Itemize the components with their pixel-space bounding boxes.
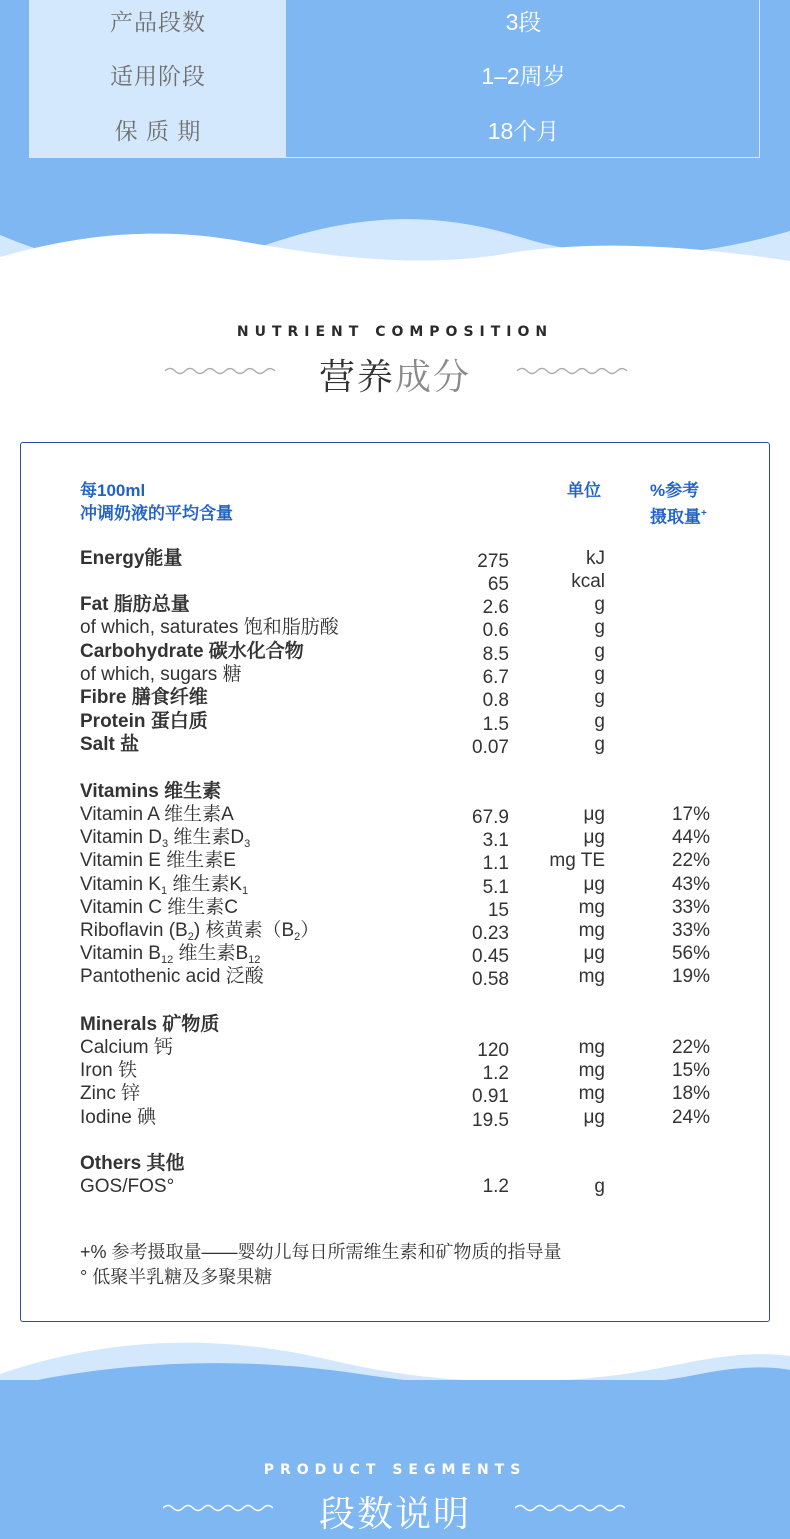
nutrient-value: 0.8: [482, 690, 509, 712]
subscript: 1: [160, 884, 168, 897]
heading-cn-dark: 营养: [318, 356, 395, 397]
name-part: ）: [300, 920, 320, 941]
nutrient-name: Fat 脂肪总量: [80, 594, 190, 615]
nutrient-name: Vitamin E 维生素E: [80, 850, 236, 872]
nutrient-unit: mg: [578, 896, 605, 918]
nutrient-name: Pantothenic acid 泛酸: [80, 966, 264, 988]
vitamin-row: [21, 873, 771, 896]
nutrient-value: 8.5: [482, 643, 509, 665]
section-title: Others 其他: [80, 1153, 185, 1174]
nutrient-value: 275: [477, 551, 509, 572]
spec-label: 适用阶段: [110, 63, 206, 89]
subscript: 12: [160, 954, 174, 967]
nutrient-ri-percent: 17%: [671, 804, 710, 825]
vitamin-row: [21, 942, 771, 968]
nutrient-name: [80, 873, 248, 896]
mineral-row: [21, 1036, 771, 1059]
nutrient-unit: g: [594, 617, 605, 639]
subscript: 3: [244, 838, 251, 851]
nutrient-unit: g: [594, 640, 605, 662]
nutrient-unit: mg: [578, 966, 605, 988]
header-per-line2: 冲调奶液的平均含量: [80, 504, 233, 523]
nutrient-value: 0.23: [472, 923, 509, 944]
header-ri: [650, 479, 707, 529]
nutrient-unit: μg: [583, 1106, 605, 1128]
nutrient-row-energy-kcal: [21, 570, 771, 593]
nutrient-unit: μg: [583, 804, 605, 825]
nutrient-name: of which, sugars 糖: [80, 663, 242, 685]
nutrient-value: 19.5: [472, 1109, 509, 1131]
nutrient-ri-percent: 43%: [671, 873, 710, 895]
header-ri-line2: [650, 502, 707, 529]
nutrient-name: Vitamin C 维生素C: [80, 896, 239, 918]
nutrient-ri-percent: 33%: [671, 920, 710, 941]
nutrient-value: 67.9: [472, 807, 509, 828]
mineral-row: [21, 1059, 771, 1085]
nutrient-ri-percent: 56%: [671, 943, 710, 965]
nutrient-unit: μg: [583, 827, 605, 849]
section-title-vitamins: [21, 780, 771, 803]
nutrient-ri-percent: 15%: [671, 1060, 710, 1082]
section-title-others: [21, 1152, 771, 1175]
squiggle-right-white-icon: [515, 1501, 625, 1515]
spec-value: 3段: [505, 9, 542, 35]
nutrient-unit: mg: [578, 1037, 605, 1058]
nutrient-value: 5.1: [482, 876, 509, 898]
nutrient-value: 1.1: [482, 853, 509, 875]
nutrient-name: [80, 919, 319, 942]
section-title: Minerals 矿物质: [80, 1014, 220, 1035]
nutrient-name: GOS/FOS°: [80, 1176, 175, 1197]
nutrient-name: Zinc 锌: [80, 1083, 141, 1105]
nutrient-value: 2.6: [482, 597, 509, 618]
nutrient-unit: mg: [578, 1083, 605, 1105]
name-part: Vitamin B: [80, 943, 161, 965]
nutrient-name: Iodine 碘: [80, 1106, 157, 1128]
nutrient-heading-cn: [0, 349, 790, 400]
nutrient-unit: mg TE: [549, 850, 605, 872]
nutrient-ri-percent: 22%: [671, 1037, 710, 1058]
nutrient-unit: g: [594, 1176, 605, 1197]
nutrient-value: 3.1: [482, 830, 509, 852]
nutrient-value: 0.45: [472, 946, 509, 968]
name-part: Riboflavin (B: [80, 920, 188, 941]
product-spec-table: [29, 0, 760, 158]
subscript: 2: [187, 931, 194, 943]
nutrient-value: 0.07: [472, 736, 509, 758]
name-part: Vitamin K: [80, 873, 161, 895]
nutrient-name: Salt 盐: [80, 733, 140, 755]
nutrient-name: Calcium 钙: [80, 1037, 173, 1058]
spec-row-age: [30, 49, 761, 103]
vitamin-row: [21, 965, 771, 991]
spec-label: 保 质 期: [114, 118, 202, 144]
nutrient-ri-percent: 22%: [671, 850, 710, 872]
nutrient-heading-en: NUTRIENT COMPOSITION: [236, 324, 554, 340]
nutrient-unit: g: [594, 710, 605, 732]
nutrient-value: 65: [487, 574, 509, 595]
squiggle-right-icon: [517, 364, 627, 378]
segments-heading-cn: 段数说明: [318, 1493, 471, 1534]
vitamin-row: [21, 826, 771, 852]
nutrient-name: Carbohydrate 碳水化合物: [80, 640, 304, 662]
nutrient-unit: mg: [578, 1060, 605, 1082]
header-per-100ml: [80, 479, 233, 525]
vitamin-row: [21, 896, 771, 919]
nutrient-name: Fibre 膳食纤维: [80, 687, 208, 709]
vitamin-row: [21, 919, 771, 942]
nutrient-unit: kcal: [571, 571, 605, 592]
footnote-gos-fos: ° 低聚半乳糖及多聚果糖: [80, 1267, 273, 1287]
nutrient-name: Vitamin A 维生素A: [80, 804, 234, 825]
vitamin-row: [21, 803, 771, 826]
header-ri-text: 摄取量: [650, 507, 701, 527]
nutrition-card: [20, 442, 770, 1322]
nutrient-value: 0.58: [472, 969, 509, 991]
subscript: 1: [242, 884, 249, 897]
name-part: Vitamin D: [80, 827, 163, 849]
nutrient-value: 1.2: [482, 1176, 509, 1197]
nutrient-unit: g: [594, 594, 605, 615]
heading-cn-light: 成分: [395, 356, 472, 397]
header-per-line1: 每100ml: [80, 481, 146, 500]
nutrient-value: 0.91: [472, 1086, 509, 1108]
nutrient-name: of which, saturates 饱和脂肪酸: [80, 617, 339, 639]
nutrient-unit: μg: [583, 943, 605, 965]
nutrient-name: Protein 蛋白质: [80, 710, 208, 732]
section-title-minerals: [21, 1013, 771, 1036]
nutrient-row: [21, 663, 771, 686]
nutrient-row: [21, 733, 771, 756]
header-ri-mark: +: [701, 508, 707, 519]
top-wave-decoration: [0, 195, 790, 290]
nutrient-name: [80, 942, 260, 965]
subscript: 2: [294, 931, 301, 943]
subscript: 3: [162, 838, 169, 851]
footnote-ri: +% 参考摄取量——婴幼儿每日所需维生素和矿物质的指导量: [80, 1242, 562, 1262]
nutrient-name: [80, 826, 250, 849]
nutrient-row: [21, 593, 771, 616]
nutrient-row-gos-fos: [21, 1175, 771, 1198]
nutrient-ri-percent: 44%: [671, 827, 710, 849]
spec-row-shelf-life: [30, 104, 761, 158]
section-title: Vitamins 维生素: [80, 781, 222, 802]
header-unit: 单位: [567, 481, 601, 500]
nutrient-row: [21, 616, 771, 642]
nutrient-row: [21, 640, 771, 663]
nutrient-ri-percent: 18%: [671, 1083, 710, 1105]
nutrient-value: 15: [487, 899, 509, 921]
subscript: 12: [248, 954, 261, 967]
nutrient-value: 1.2: [482, 1063, 509, 1085]
nutrient-ri-percent: 24%: [671, 1106, 710, 1128]
nutrient-value: 120: [477, 1040, 509, 1061]
nutrient-row: [21, 686, 771, 712]
spec-value: 18个月: [487, 118, 560, 144]
name-part: 维生素B: [173, 943, 249, 965]
nutrient-unit: mg: [578, 920, 605, 941]
nutrient-unit: μg: [583, 873, 605, 895]
nutrient-ri-percent: 33%: [671, 896, 710, 918]
mineral-row: [21, 1082, 771, 1108]
nutrient-name: Iron 铁: [80, 1060, 138, 1082]
nutrient-name: Energy能量: [80, 548, 183, 569]
nutrient-value: 0.6: [482, 620, 509, 642]
nutrient-ri-percent: 19%: [671, 966, 710, 988]
name-part: 维生素K: [167, 873, 243, 895]
nutrient-value: 6.7: [482, 666, 509, 688]
name-part: 维生素D: [168, 827, 245, 849]
squiggle-left-icon: [165, 364, 275, 378]
vitamin-row: [21, 849, 771, 875]
squiggle-left-white-icon: [163, 1501, 273, 1515]
spec-label: 产品段数: [110, 9, 206, 35]
nutrient-unit: g: [594, 733, 605, 755]
nutrient-unit: kJ: [586, 548, 605, 569]
spec-row-stage: [30, 0, 761, 49]
nutrient-row-energy: [21, 547, 771, 570]
segments-heading-en: PRODUCT SEGMENTS: [263, 1462, 527, 1478]
nutrient-row: [21, 710, 771, 733]
nutrient-unit: g: [594, 687, 605, 709]
mineral-row: [21, 1106, 771, 1129]
nutrient-unit: g: [594, 663, 605, 685]
header-ri-line1: %参考: [650, 481, 700, 500]
name-part: ) 核黄素（B: [193, 920, 295, 941]
spec-value: 1–2周岁: [481, 63, 566, 89]
nutrient-value: 1.5: [482, 713, 509, 735]
